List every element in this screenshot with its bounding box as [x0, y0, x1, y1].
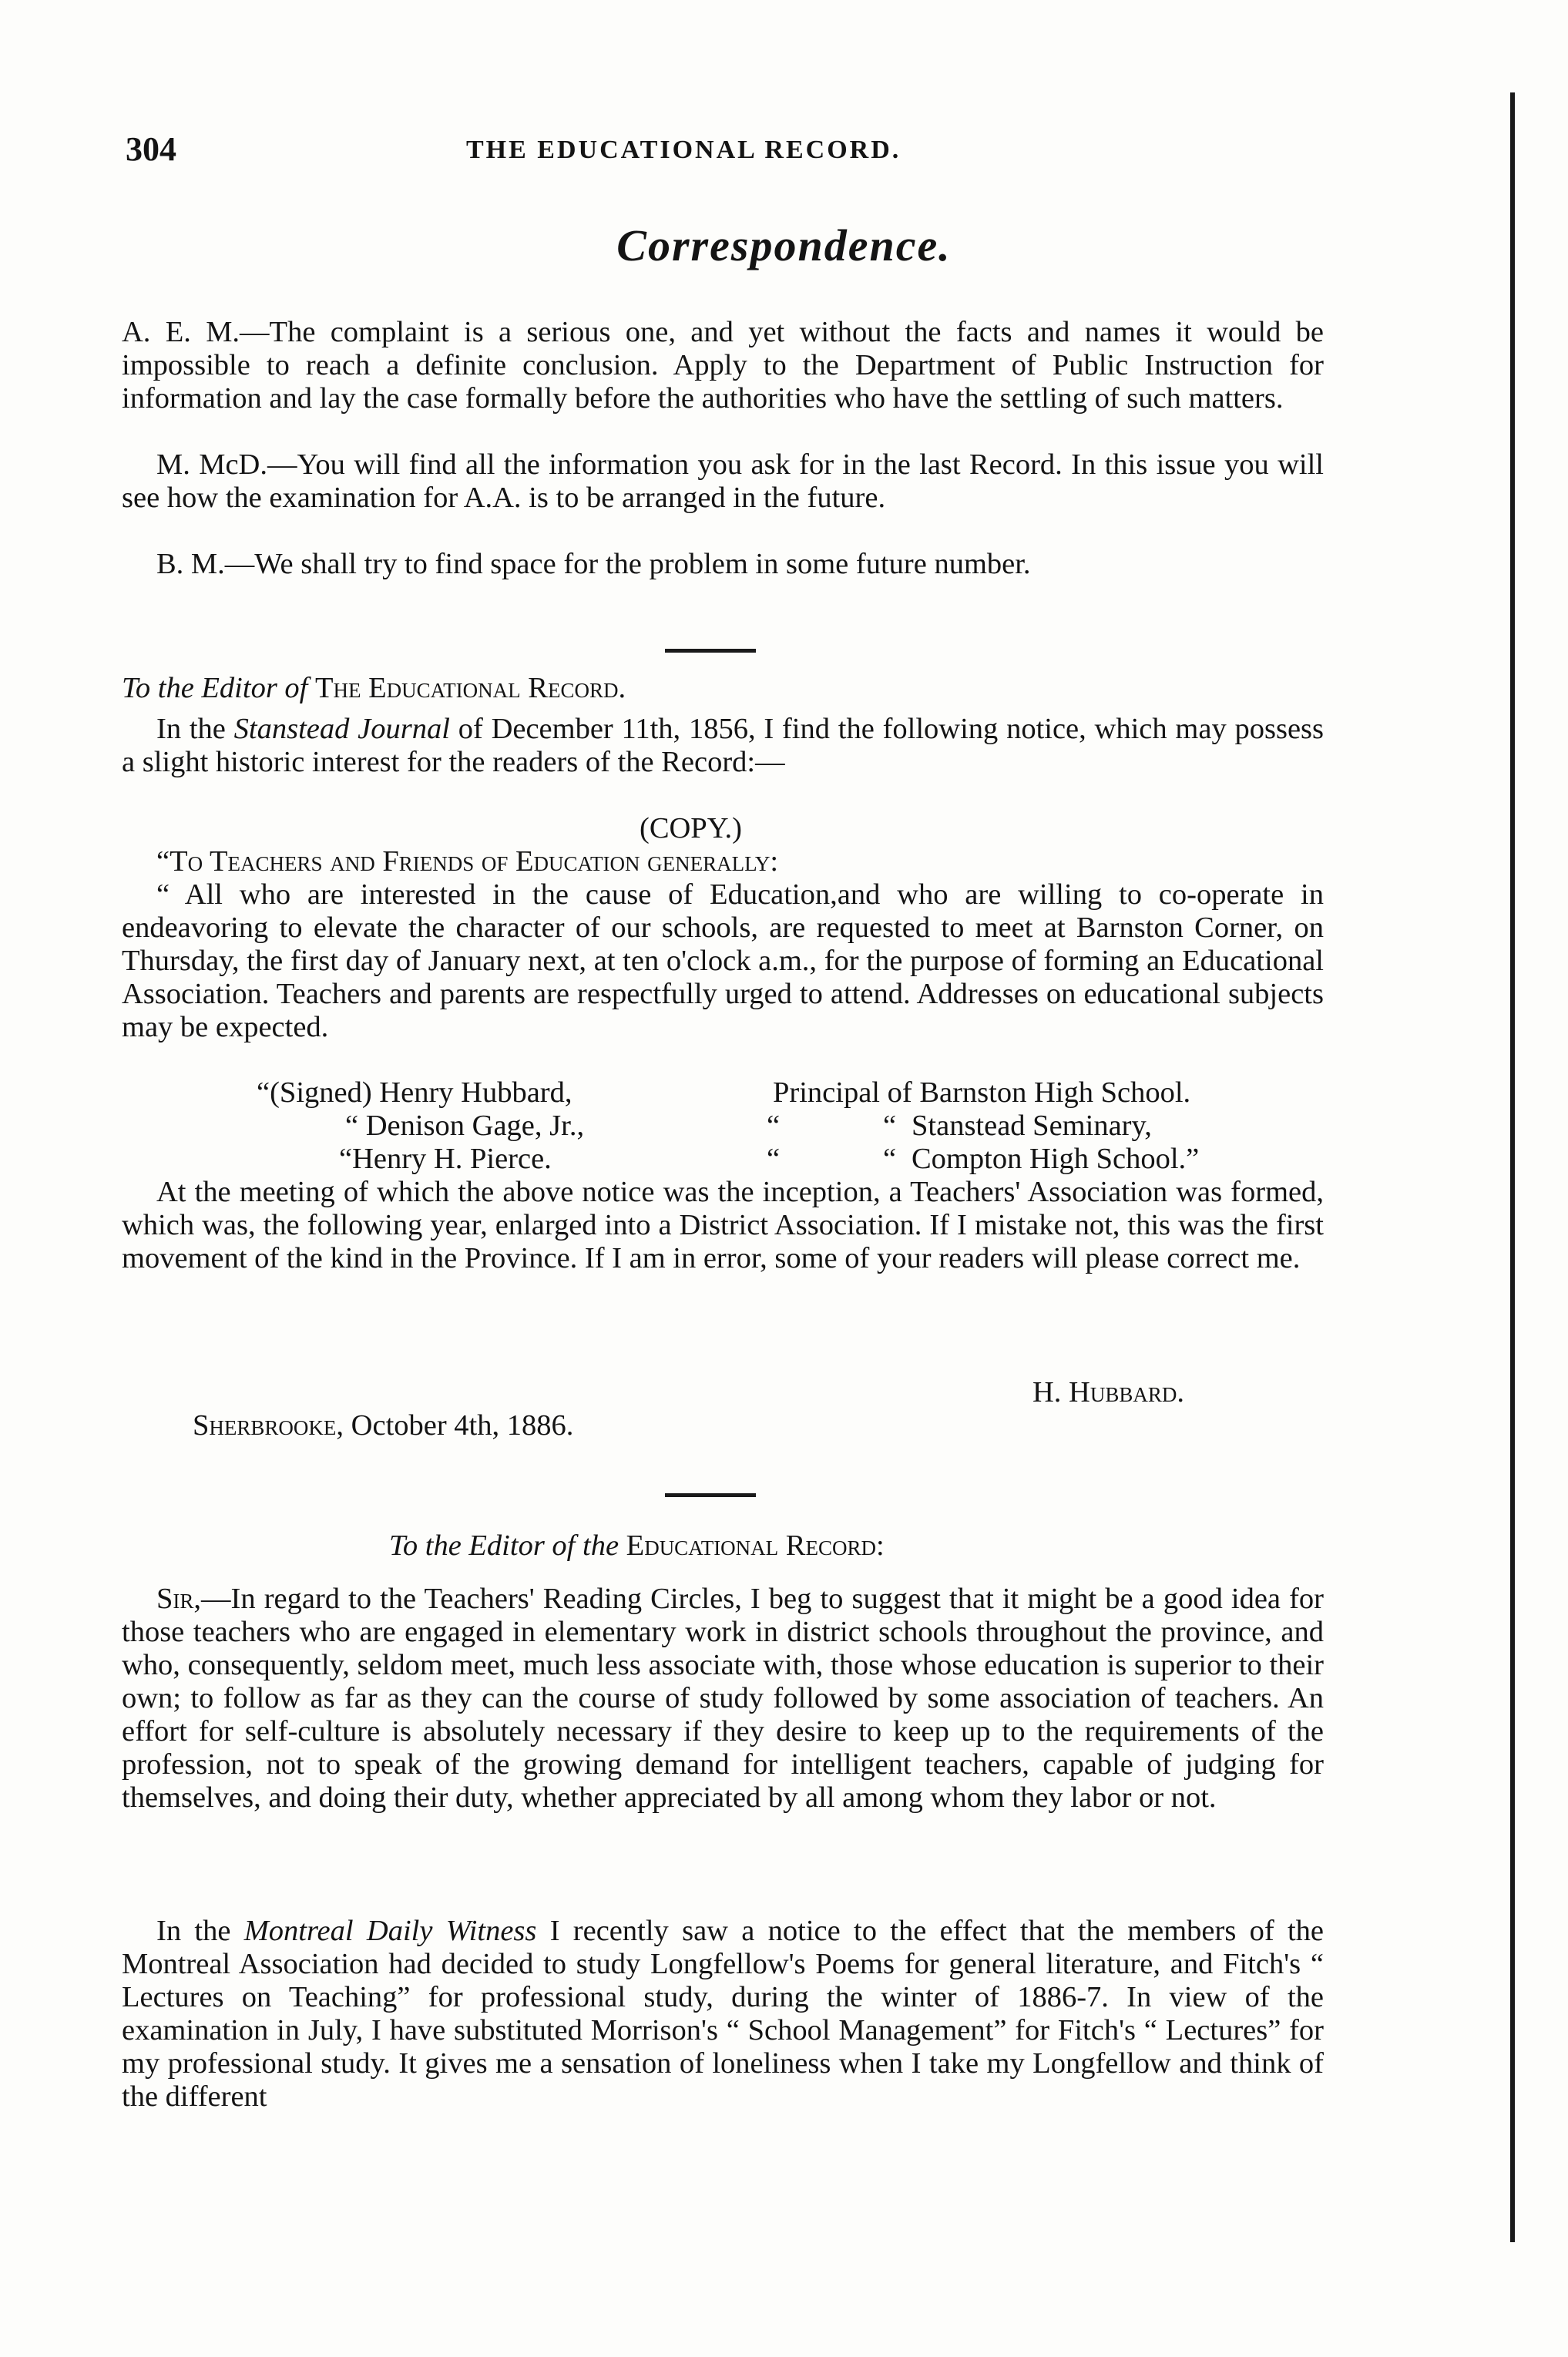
signature-3-role: Compton High School.” — [912, 1143, 1200, 1175]
letter2-para1 — [122, 1583, 1324, 1815]
signature-3-name: “Henry H. Pierce. — [339, 1143, 552, 1175]
answer-aem: A. E. M.—The complaint is a serious one, and yet without the facts and names it would be impossible to reach a definite conclusion. Apply to the Department of Public Instruction for information and lay the case formally before the authorities who have the settling of such matters. — [122, 316, 1324, 415]
letter1-intro-post: of December 11th, 1856, I find the following notice, which may possess a slight historic interest for the readers of the Record:— — [122, 713, 1324, 778]
letter1-closing: At the meeting of which the above notice was the inception, a Teachers' Association was formed, which was, the following year, enlarged into a District Association. If I mistake not, this was the first movement of the kind in the Province. If I am in error, some of your readers will please correct me. — [122, 1176, 1324, 1274]
running-title: THE EDUCATIONAL RECORD. — [466, 136, 902, 164]
letter1-salutation — [122, 672, 1324, 705]
divider-1 — [665, 649, 756, 653]
answer-bm: B. M.—We shall try to find space for the problem in some future number. — [156, 548, 1031, 580]
letter1-date: October 4th, 1886. — [351, 1409, 574, 1442]
section-title: Correspondence. — [616, 220, 952, 270]
letter2-para2 — [122, 1915, 1324, 2114]
letter2-salutation-italic: To the Editor of the — [389, 1529, 619, 1562]
divider-2 — [665, 1493, 756, 1497]
notice-heading-text: “To Teachers and Friends of Education generally: — [156, 845, 779, 878]
letter2-sir: Sir, — [156, 1583, 202, 1615]
letter1-journal-name: Stanstead Journal — [233, 713, 450, 745]
letter1-dateline — [193, 1409, 573, 1442]
answer-mmcd: M. McD.—You will find all the information you ask for in the last Record. In this issue you will see how the examination for A.A. is to be arranged in the future. — [122, 448, 1324, 514]
signature-1-name: “(Signed) Henry Hubbard, — [257, 1076, 572, 1109]
letter2-para2-pre: In the — [156, 1915, 231, 1947]
signature-1-role: Principal of Barnston High School. — [773, 1076, 1191, 1109]
letter2-para1-text: —In regard to the Teachers' Reading Circles, I beg to suggest that it might be a good idea for those teachers who are engaged in elementary work in district schools throughout the province, and who, consequently, seldom meet, much less associate with, those whose education is superior to their own; to follow as far as they can the course of study followed by some association of teachers. An effort for self-culture is absolutely necessary if they desire to keep up to the requirements of the profession, not to speak of the growing demand for intelligent teachers, capable of judging for themselves, and doing their duty, whether appreciated by all among whom they labor or not. — [122, 1583, 1324, 1814]
letter1-intro-pre: In the — [156, 713, 226, 745]
signature-2-ditto-2: “ — [883, 1110, 897, 1142]
letter1-place: Sherbrooke, — [193, 1409, 344, 1442]
signature-3-ditto-2: “ — [883, 1143, 897, 1175]
signature-3-ditto-1: “ — [767, 1143, 781, 1175]
letter1-salutation-caps: The Educational Record. — [315, 672, 626, 704]
letter2-salutation-caps: Educational Record: — [626, 1529, 885, 1562]
signature-2-name: “ Denison Gage, Jr., — [345, 1110, 585, 1142]
letter2-para2-post: I recently saw a notice to the effect that the members of the Montreal Association had decided to study Longfellow's Poems for general literature, and Fitch's “ Lectures on Teaching” for professional study, during the winter of 1886-7. In view of the examination in July, I have substituted Morrison's “ School Management” for Fitch's “ Lectures” for my professional study. It gives me a sensation of loneliness when I take my Longfellow and think of the different — [122, 1915, 1325, 2113]
letter1-salutation-italic: To the Editor of — [122, 672, 308, 704]
letter1-intro — [122, 713, 1324, 779]
letter2-paper-name: Montreal Daily Witness — [243, 1915, 537, 1947]
notice-heading — [122, 845, 1324, 878]
margin-rule — [1510, 92, 1515, 2242]
letter2-salutation — [389, 1529, 885, 1563]
copy-label: (COPY.) — [640, 812, 743, 844]
letter1-signer: H. Hubbard. — [1032, 1376, 1185, 1408]
notice-body: “ All who are interested in the cause of Education,and who are willing to co-operate in endeavoring to elevate the character of our schools, are requested to meet at Barnston Corner, on Thursday, the first day of January next, at ten o'clock a.m., for the purpose of forming an Educational Association. Teachers and parents are respectfully urged to attend. Addresses on educational subjects may be expected. — [122, 878, 1324, 1043]
signature-2-ditto-1: “ — [767, 1110, 781, 1142]
page-number: 304 — [126, 130, 176, 168]
signature-2-role: Stanstead Seminary, — [912, 1110, 1152, 1142]
